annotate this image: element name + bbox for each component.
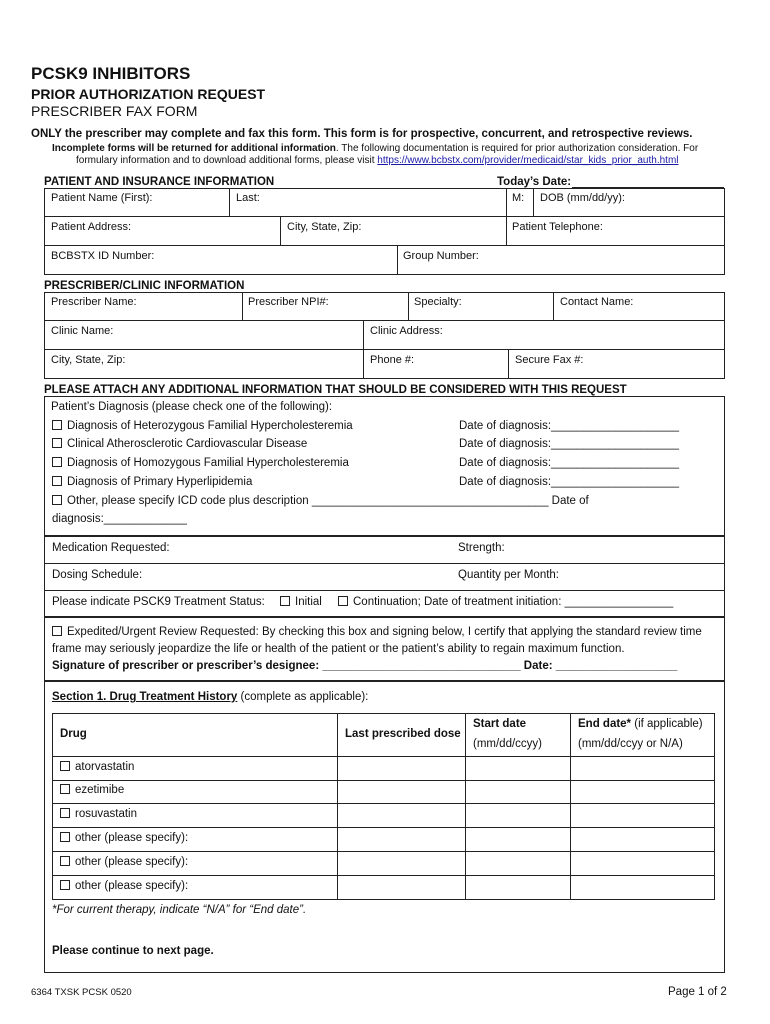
divider — [44, 590, 725, 591]
quantity-per-month-field[interactable]: Quantity per Month: — [458, 569, 559, 581]
checkbox[interactable] — [60, 856, 70, 866]
checkbox[interactable] — [60, 761, 70, 771]
checkbox[interactable] — [52, 457, 62, 467]
page-number: Page 1 of 2 — [668, 986, 727, 998]
col-header-end — [578, 718, 703, 731]
divider — [229, 188, 230, 216]
divider — [242, 292, 243, 320]
divider — [465, 713, 466, 900]
status-initial-option[interactable] — [280, 596, 322, 609]
divider — [506, 216, 507, 245]
diagnosis-prompt: Patient’s Diagnosis (please check one of the following): — [51, 401, 333, 413]
date-of-diagnosis-field[interactable]: Date of diagnosis:____________________ — [459, 438, 679, 450]
prior-auth-link[interactable]: https://www.bcbstx.com/provider/medicaid/star_kids_prior_auth.html — [377, 155, 679, 166]
diagnosis-option-other[interactable] — [52, 495, 589, 508]
date-of-diagnosis-field[interactable]: Date of diagnosis:____________________ — [459, 476, 679, 488]
formulary-notice — [76, 155, 679, 167]
checkbox[interactable] — [60, 832, 70, 842]
table-row-drug[interactable] — [60, 784, 124, 797]
medication-requested-field[interactable]: Medication Requested: — [52, 542, 170, 554]
patient-telephone-field[interactable]: Patient Telephone: — [512, 221, 603, 233]
clinic-city-field[interactable]: City, State, Zip: — [51, 354, 126, 366]
checkbox[interactable] — [52, 438, 62, 448]
diagnosis-option[interactable] — [52, 420, 353, 433]
checkbox[interactable] — [60, 784, 70, 794]
divider — [408, 292, 409, 320]
status-continuation-option[interactable] — [338, 596, 673, 609]
additional-info-title: PLEASE ATTACH ANY ADDITIONAL INFORMATION THAT SHOULD BE CONSIDERED WITH THIS REQUEST — [44, 384, 627, 396]
form-title: PCSK9 INHIBITORS — [31, 64, 191, 83]
divider — [363, 320, 364, 379]
patient-dob-field[interactable]: DOB (mm/dd/yy): — [540, 192, 625, 204]
checkbox[interactable] — [52, 476, 62, 486]
divider — [553, 292, 554, 320]
todays-date-label: Today’s Date: — [497, 176, 572, 188]
patient-first-name-field[interactable]: Patient Name (First): — [51, 192, 153, 204]
divider — [44, 563, 725, 564]
phone-field[interactable]: Phone #: — [370, 354, 415, 366]
col-header-drug: Drug — [60, 728, 87, 740]
other-date-of-diagnosis-field[interactable]: diagnosis:_____________ — [52, 513, 187, 525]
diagnosis-label: Diagnosis of Homozygous Familial Hypercholesteremia — [67, 457, 349, 469]
formulary-notice-text: formulary information and to download additional forms, please visit — [76, 155, 378, 166]
form-subtitle: PRIOR AUTHORIZATION REQUEST — [31, 86, 266, 102]
patient-city-field[interactable]: City, State, Zip: — [287, 221, 362, 233]
strength-field[interactable]: Strength: — [458, 542, 505, 554]
divider — [52, 780, 715, 781]
date-of-diagnosis-field[interactable]: Date of diagnosis:____________________ — [459, 457, 679, 469]
expedited-line1: Expedited/Urgent Review Requested: By checking this box and signing below, I certify that applying the standard review time — [67, 626, 702, 638]
patient-middle-initial-field[interactable]: M: — [512, 192, 525, 204]
divider — [52, 756, 715, 757]
checkbox[interactable] — [52, 495, 62, 505]
divider — [44, 245, 725, 246]
incomplete-notice-bold: Incomplete forms will be returned for additional information — [52, 143, 336, 154]
divider — [280, 216, 281, 245]
incomplete-notice-rest: . The following documentation is required for prior authorization consideration. For — [335, 143, 699, 154]
date-of-diagnosis-field[interactable]: Date of diagnosis:____________________ — [459, 420, 679, 432]
divider — [508, 349, 509, 379]
checkbox[interactable] — [52, 420, 62, 430]
drug-history-heading — [52, 691, 368, 704]
patient-section-title: PATIENT AND INSURANCE INFORMATION — [44, 176, 275, 188]
drug-history-note: (complete as applicable): — [237, 691, 369, 703]
col-header-end-label: End date* — [578, 718, 632, 730]
table-row-drug[interactable] — [60, 832, 188, 845]
divider — [52, 875, 715, 876]
expedited-line2: frame may seriously jeopardize the life or health of the patient or the patient’s ability to regain maximum function. — [52, 643, 625, 655]
diagnosis-label: Clinical Atherosclerotic Cardiovascular Disease — [67, 438, 308, 450]
incomplete-notice — [52, 143, 698, 155]
continue-note: Please continue to next page. — [52, 945, 214, 957]
treatment-status-prompt: Please indicate PSCK9 Treatment Status: — [52, 596, 265, 608]
patient-last-name-field[interactable]: Last: — [236, 192, 260, 204]
col-header-start-format: (mm/dd/ccyy) — [473, 738, 542, 750]
checkbox[interactable] — [338, 596, 348, 606]
prescriber-name-field[interactable]: Prescriber Name: — [51, 296, 137, 308]
expedited-review-option[interactable] — [52, 626, 702, 639]
divider — [570, 713, 571, 900]
status-initial-label: Initial — [295, 596, 322, 608]
drug-name: other (please specify): — [75, 856, 189, 868]
specialty-field[interactable]: Specialty: — [414, 296, 462, 308]
bcbstx-id-field[interactable]: BCBSTX ID Number: — [51, 250, 155, 262]
patient-address-field[interactable]: Patient Address: — [51, 221, 132, 233]
prescriber-section-title: PRESCRIBER/CLINIC INFORMATION — [44, 280, 245, 292]
footnote: *For current therapy, indicate “N/A” for “End date”. — [52, 904, 307, 916]
checkbox[interactable] — [280, 596, 290, 606]
divider — [337, 713, 338, 900]
checkbox[interactable] — [60, 880, 70, 890]
drug-name: atorvastatin — [75, 761, 135, 773]
divider — [44, 349, 725, 350]
col-header-dose: Last prescribed dose — [345, 728, 461, 740]
divider — [52, 803, 715, 804]
diagnosis-option[interactable] — [52, 457, 349, 470]
diagnosis-other-label: Other, please specify ICD code plus description _____________________________________ Date of — [67, 495, 589, 507]
drug-name: other (please specify): — [75, 880, 189, 892]
signature-field[interactable]: Signature of prescriber or prescriber’s designee: _______________________________ Date: ___________________ — [52, 660, 678, 672]
diagnosis-option[interactable] — [52, 476, 252, 489]
divider — [397, 245, 398, 275]
diagnosis-label: Diagnosis of Heterozygous Familial Hypercholesteremia — [67, 420, 353, 432]
drug-history-title: Section 1. Drug Treatment History — [52, 691, 238, 703]
table-row-drug[interactable] — [60, 880, 188, 893]
contact-name-field[interactable]: Contact Name: — [560, 296, 634, 308]
secure-fax-field[interactable]: Secure Fax #: — [515, 354, 584, 366]
table-row-drug[interactable] — [60, 808, 137, 821]
form-type: PRESCRIBER FAX FORM — [31, 103, 198, 119]
col-header-start: Start date — [473, 718, 527, 730]
checkbox[interactable] — [60, 808, 70, 818]
col-header-end-note: (if applicable) — [631, 718, 703, 730]
divider — [533, 188, 534, 216]
table-row-drug[interactable] — [60, 856, 188, 869]
col-header-end-format: (mm/dd/ccyy or N/A) — [578, 738, 683, 750]
prescriber-notice: ONLY the prescriber may complete and fax this form. This form is for prospective, concurrent, and retrospective reviews. — [31, 128, 693, 140]
diagnosis-option[interactable] — [52, 438, 307, 451]
divider — [44, 320, 725, 321]
group-number-field[interactable]: Group Number: — [403, 250, 479, 262]
checkbox[interactable] — [52, 626, 62, 636]
divider — [44, 216, 725, 217]
clinic-address-field[interactable]: Clinic Address: — [370, 325, 443, 337]
divider — [52, 851, 715, 852]
drug-name: ezetimibe — [75, 784, 125, 796]
drug-name: rosuvastatin — [75, 808, 138, 820]
divider — [52, 827, 715, 828]
dosing-schedule-field[interactable]: Dosing Schedule: — [52, 569, 143, 581]
form-code: 6364 TXSK PCSK 0520 — [31, 987, 132, 998]
divider — [506, 188, 507, 216]
prescriber-npi-field[interactable]: Prescriber NPI#: — [248, 296, 329, 308]
clinic-name-field[interactable]: Clinic Name: — [51, 325, 114, 337]
drug-name: other (please specify): — [75, 832, 189, 844]
status-continuation-label: Continuation; Date of treatment initiation: _________________ — [353, 596, 674, 608]
table-row-drug[interactable] — [60, 761, 134, 774]
diagnosis-label: Diagnosis of Primary Hyperlipidemia — [67, 476, 253, 488]
